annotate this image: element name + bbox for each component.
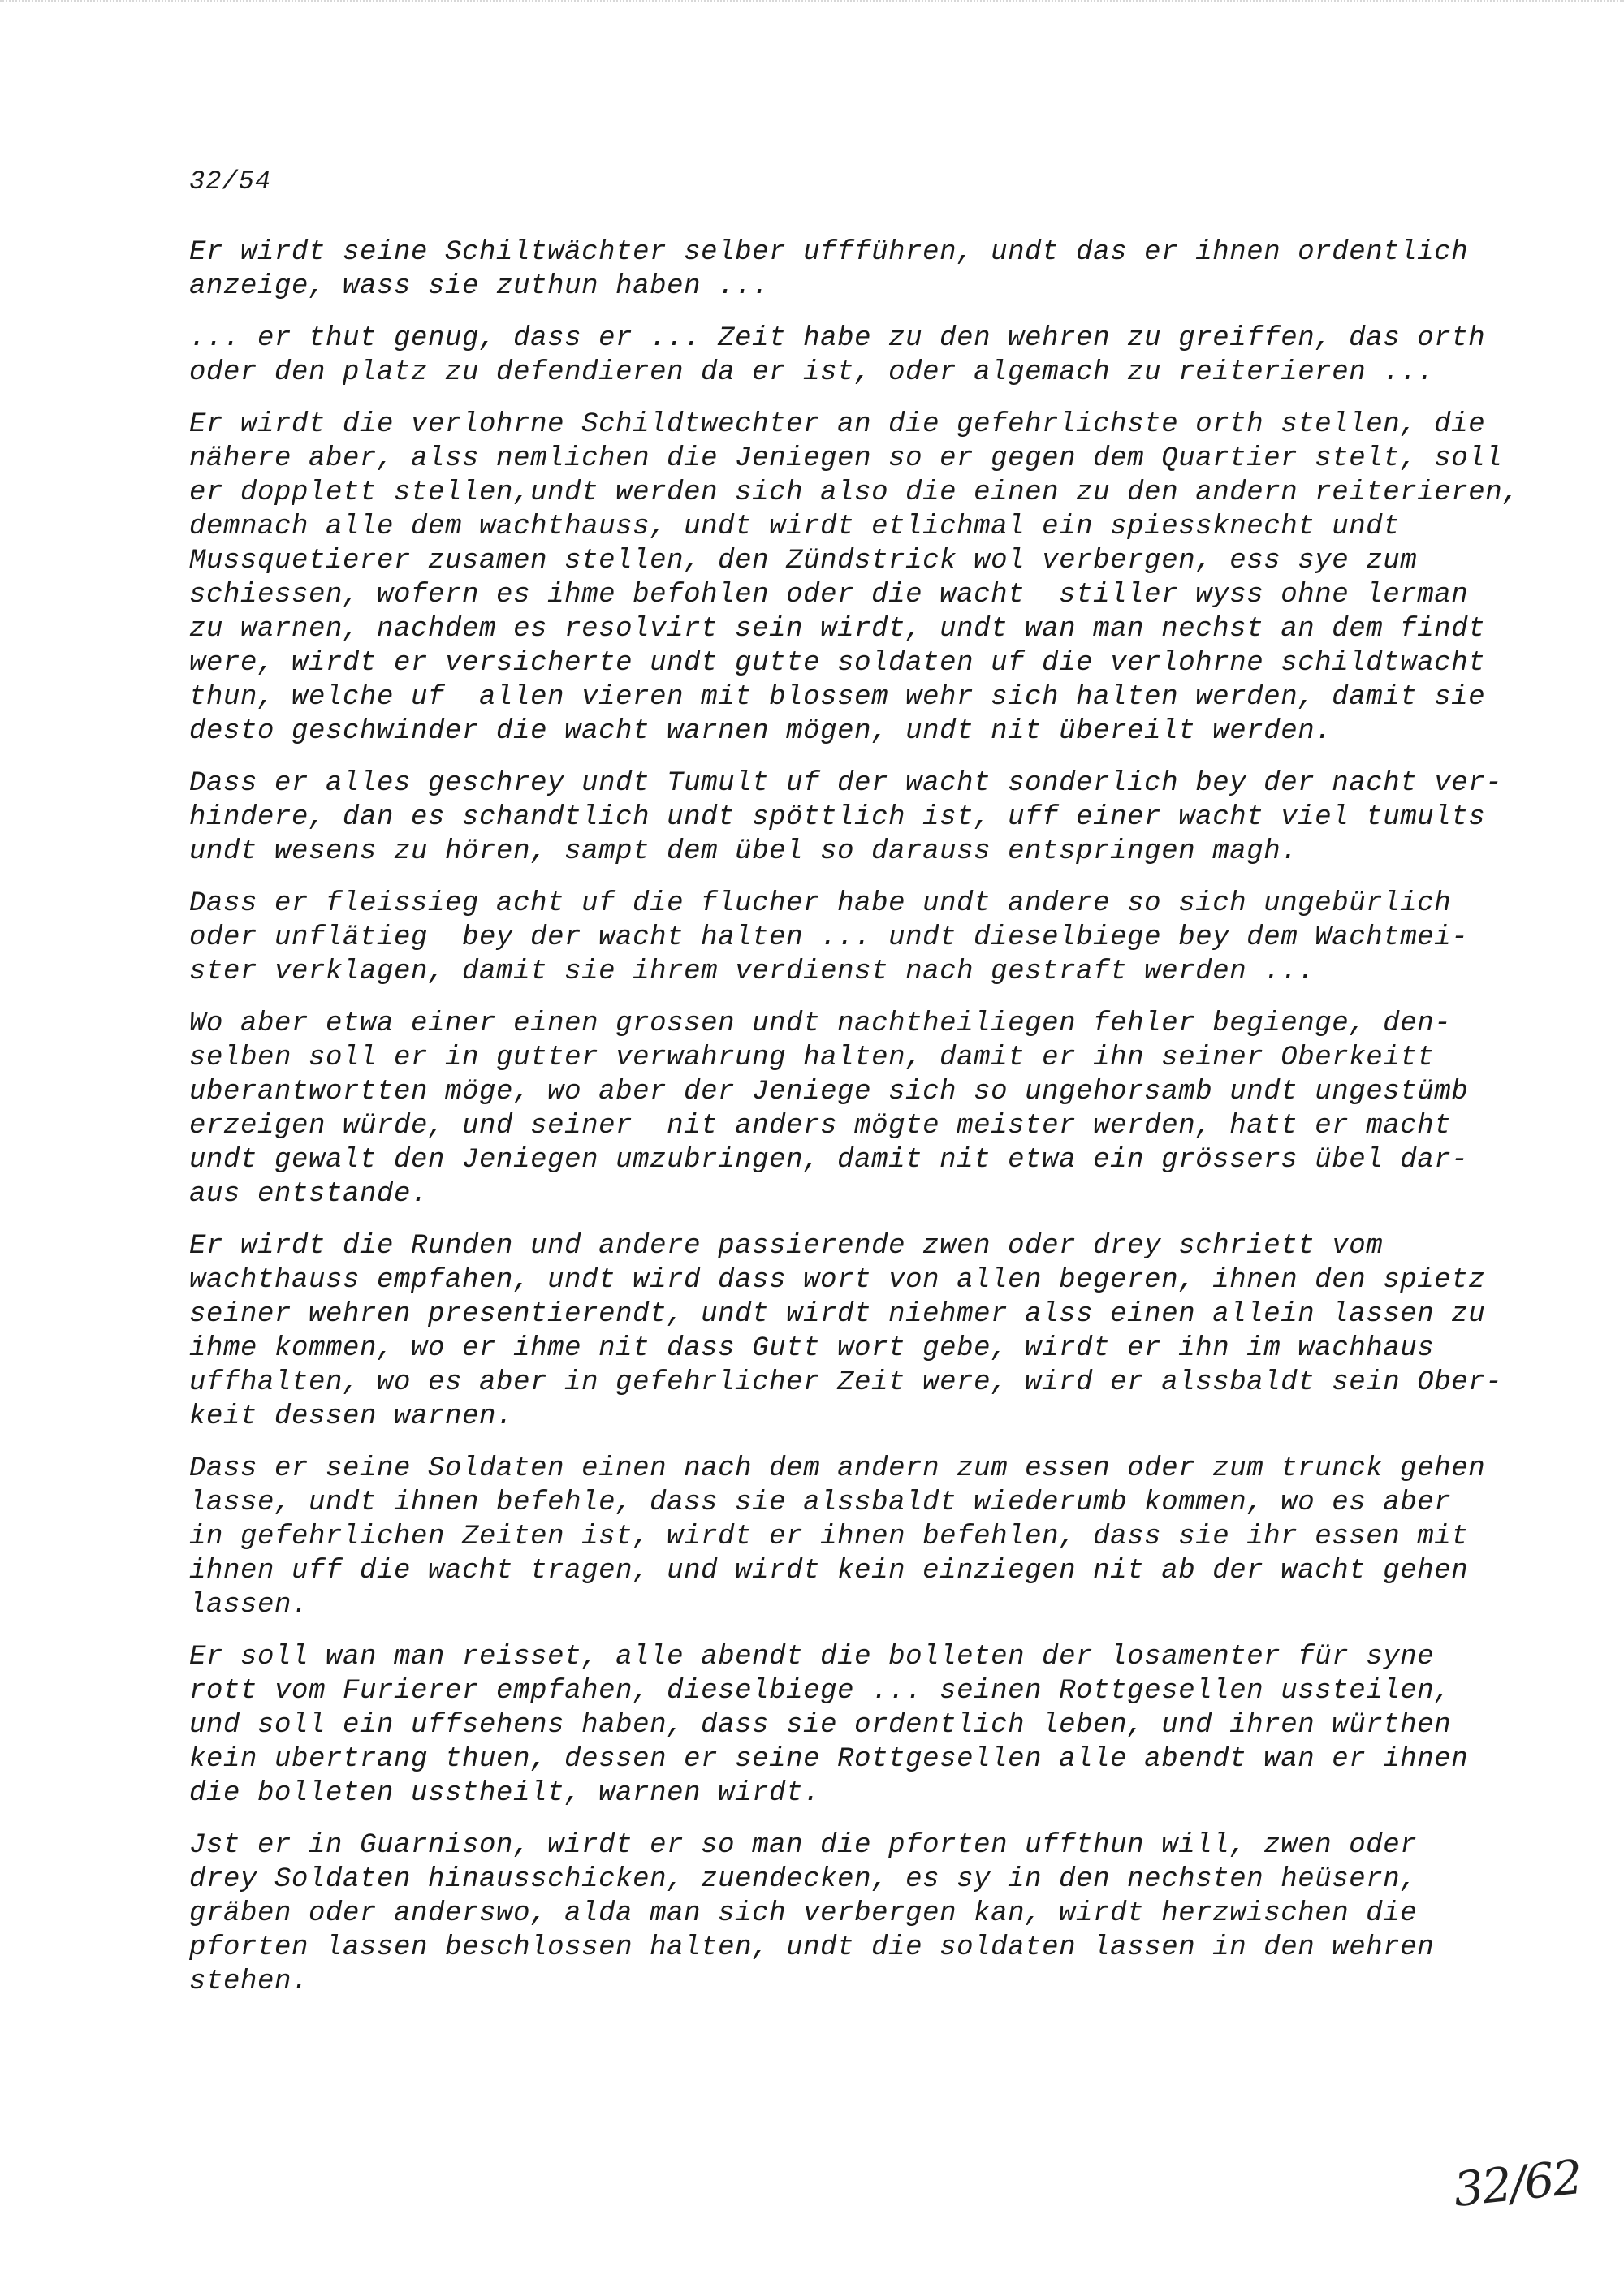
text-line: stehen. <box>189 1966 309 1997</box>
text-line: were, wirdt er versicherte undt gutte soldaten uf die verlohrne schildtwacht <box>189 648 1486 679</box>
text-line: undt gewalt den Jeniegen umzubringen, damit nit etwa ein grössers übel dar- <box>189 1145 1469 1176</box>
text-line: nähere aber, alss nemlichen die Jeniegen so er gegen dem Quartier stelt, soll <box>189 443 1503 474</box>
page-number: 32/54 <box>189 166 272 196</box>
text-line: erzeigen würde, und seiner nit anders mögte meister werden, hatt er macht <box>189 1111 1452 1142</box>
paragraph <box>189 408 1520 749</box>
text-line: und soll ein uffsehens haben, dass sie ordentlich leben, und ihren würthen <box>189 1710 1452 1741</box>
text-line: lassen. <box>189 1590 309 1621</box>
text-line: keit dessen warnen. <box>189 1401 514 1432</box>
text-line: undt wesens zu hören, sampt dem übel so darauss entspringen magh. <box>189 836 1298 867</box>
text-line: die bolleten usstheilt, warnen wirdt. <box>189 1778 821 1809</box>
scan-top-edge <box>0 0 1624 10</box>
handwritten-folio-number: 32/62 <box>1450 2148 1584 2218</box>
text-line: Dass er seine Soldaten einen nach dem andern zum essen oder zum trunck gehen <box>189 1453 1486 1484</box>
text-line: pforten lassen beschlossen halten, undt die soldaten lassen in den wehren <box>189 1932 1435 1963</box>
text-line: ihnen uff die wacht tragen, und wirdt kein einziegen nit ab der wacht gehen <box>189 1556 1469 1586</box>
text-line: selben soll er in gutter verwahrung halten, damit er ihn seiner Oberkeitt <box>189 1043 1435 1073</box>
text-line: Mussquetierer zusamen stellen, den Zündstrick wol verbergen, ess sye zum <box>189 546 1418 576</box>
text-line: thun, welche uf allen vieren mit blossem wehr sich halten werden, damit sie <box>189 682 1486 713</box>
paragraph <box>189 1640 1505 1811</box>
text-line: oder unflätieg bey der wacht halten ... undt dieselbiege bey dem Wachtmei- <box>189 922 1469 953</box>
text-line: drey Soldaten hinausschicken, zuendecken, es sy in den nechsten heüsern, <box>189 1864 1418 1895</box>
text-line: Er wirdt die Runden und andere passierende zwen oder drey schriett vom <box>189 1231 1384 1262</box>
text-line: anzeige, wass sie zuthun haben ... <box>189 271 770 302</box>
text-line: lasse, undt ihnen befehle, dass sie alssbaldt wiederumb kommen, wo es aber <box>189 1487 1452 1518</box>
text-line: zu warnen, nachdem es resolvirt sein wirdt, undt wan man nechst an dem findt <box>189 614 1486 645</box>
text-line: oder den platz zu defendieren da er ist, oder algemach zu reiterieren ... <box>189 357 1435 388</box>
text-line: ster verklagen, damit sie ihrem verdienst nach gestraft werden ... <box>189 956 1315 987</box>
text-line: hindere, dan es schandtlich undt spöttlich ist, uff einer wacht viel tumults <box>189 802 1486 833</box>
paragraph <box>189 322 1505 390</box>
text-line: ihme kommen, wo er ihme nit dass Gutt wort gebe, wirdt er ihn im wachhaus <box>189 1333 1435 1364</box>
text-line: er dopplett stellen,undt werden sich also die einen zu den andern reiterieren, <box>189 477 1520 508</box>
text-line: rott vom Furierer empfahen, dieselbiege ... seinen Rottgesellen ussteilen, <box>189 1676 1452 1707</box>
text-line: in gefehrlichen Zeiten ist, wirdt er ihnen befehlen, dass sie ihr essen mit <box>189 1522 1469 1552</box>
paragraph <box>189 1229 1505 1434</box>
text-line: Wo aber etwa einer einen grossen undt nachtheiliegen fehler begienge, den- <box>189 1008 1452 1039</box>
paragraph <box>189 1452 1505 1622</box>
paragraph <box>189 1828 1505 1999</box>
text-line: schiessen, wofern es ihme befohlen oder die wacht stiller wyss ohne lerman <box>189 580 1469 611</box>
paragraph <box>189 1007 1505 1211</box>
text-line: desto geschwinder die wacht warnen mögen, undt nit übereilt werden. <box>189 716 1332 747</box>
text-line: demnach alle dem wachthauss, undt wirdt etlichmal ein spiessknecht undt <box>189 512 1401 542</box>
text-line: Dass er alles geschrey undt Tumult uf der wacht sonderlich bey der nacht ver- <box>189 768 1503 799</box>
body-text <box>189 235 1520 2017</box>
text-line: Jst er in Guarnison, wirdt er so man die pforten uffthun will, zwen oder <box>189 1830 1418 1861</box>
text-line: gräben oder anderswo, alda man sich verbergen kan, wirdt herzwischen die <box>189 1898 1418 1929</box>
text-line: aus entstande. <box>189 1179 429 1210</box>
text-line: wachthauss empfahen, undt wird dass wort von allen begeren, ihnen den spietz <box>189 1265 1486 1296</box>
paragraph <box>189 235 1505 304</box>
text-line: Er wirdt die verlohrne Schildtwechter an die gefehrlichste orth stellen, die <box>189 409 1486 440</box>
text-line: uffhalten, wo es aber in gefehrlicher Zeit were, wird er alssbaldt sein Ober- <box>189 1367 1503 1398</box>
text-line: seiner wehren presentierendt, undt wirdt niehmer alss einen allein lassen zu <box>189 1299 1486 1330</box>
text-line: Dass er fleissieg acht uf die flucher habe undt andere so sich ungebürlich <box>189 888 1452 919</box>
text-line: uberantwortten möge, wo aber der Jeniege sich so ungehorsamb undt ungestümb <box>189 1077 1469 1107</box>
text-line: Er wirdt seine Schiltwächter selber uffführen, undt das er ihnen ordentlich <box>189 237 1469 268</box>
paragraph <box>189 887 1505 989</box>
text-line: Er soll wan man reisset, alle abendt die bolleten der losamenter für syne <box>189 1642 1435 1673</box>
text-line: kein ubertrang thuen, dessen er seine Rottgesellen alle abendt wan er ihnen <box>189 1744 1469 1775</box>
text-line: ... er thut genug, dass er ... Zeit habe zu den wehren zu greiffen, das orth <box>189 323 1486 354</box>
paragraph <box>189 766 1505 869</box>
